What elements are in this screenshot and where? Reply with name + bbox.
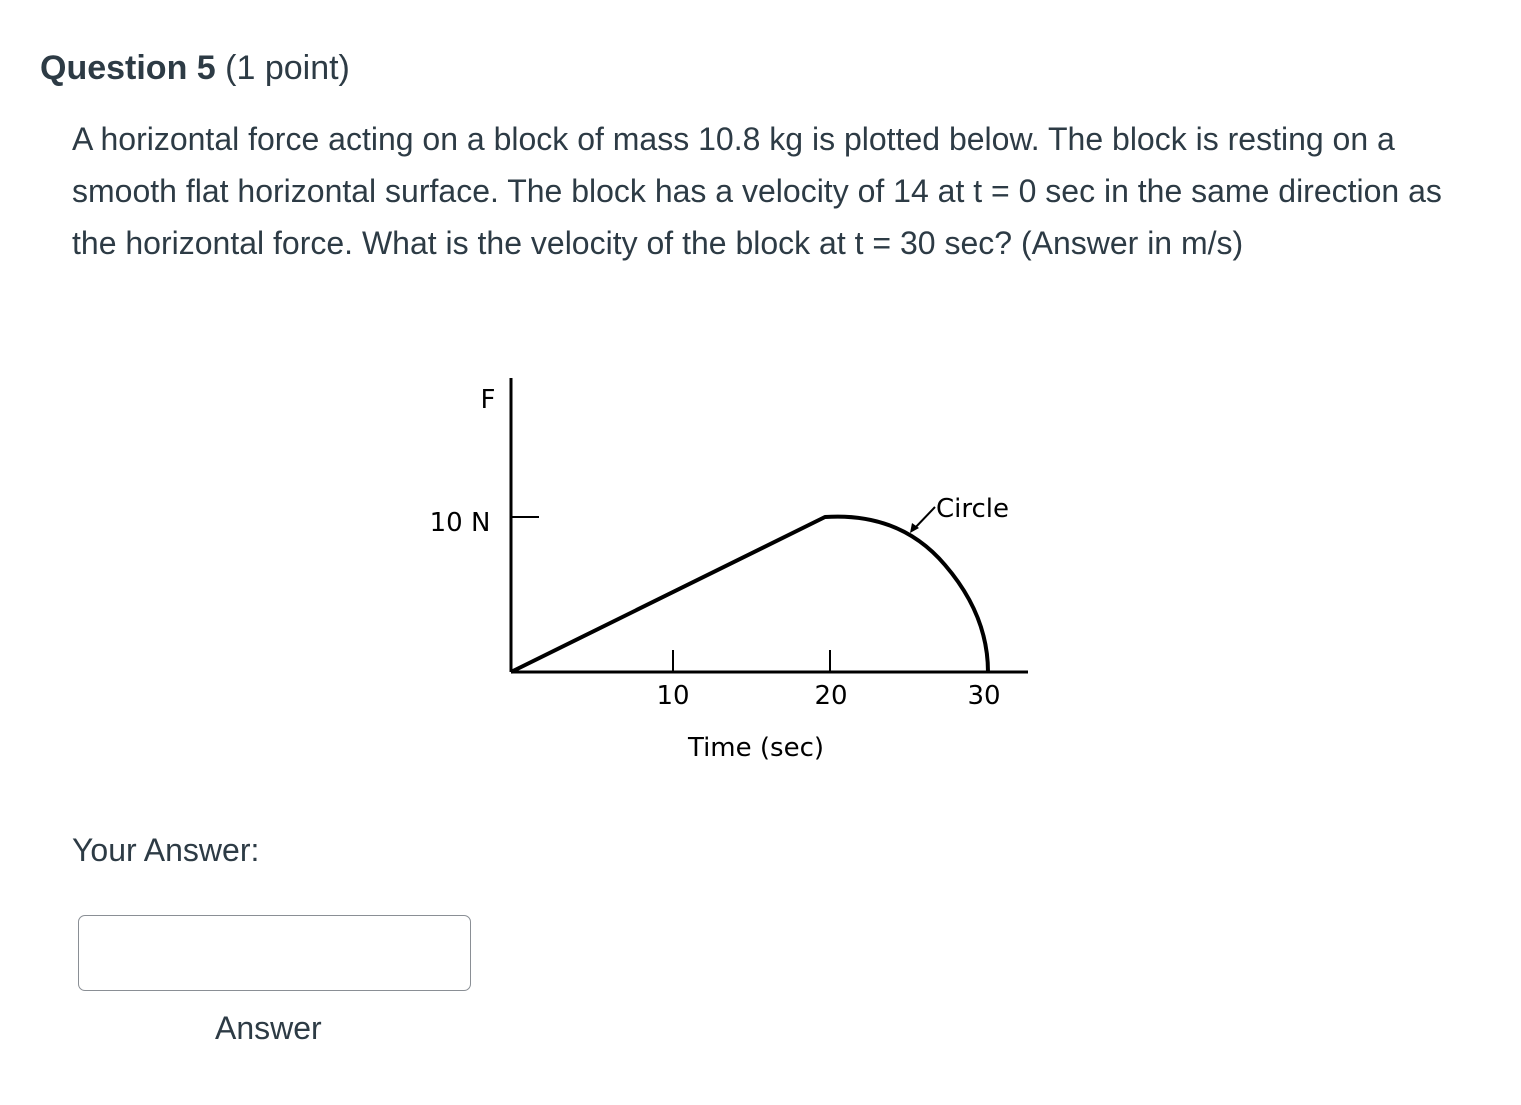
force-curve	[511, 517, 988, 672]
answer-input[interactable]	[78, 915, 471, 991]
force-time-graph-svg	[400, 370, 1060, 790]
answer-caption: Answer	[215, 1010, 322, 1046]
question-header	[40, 46, 350, 90]
x-tick-label-30: 30	[967, 681, 1001, 711]
question-title: Question 5	[40, 49, 216, 87]
y-tick-label: 10 N	[429, 508, 491, 538]
your-answer-label: Your Answer:	[72, 832, 260, 868]
x-tick-label-10: 10	[656, 681, 690, 711]
question-points: (1 point)	[225, 49, 350, 87]
question-text: A horizontal force acting on a block of mass 10.8 kg is plotted below. The block is resting on a smooth flat horizontal surface. The block has a velocity of 14 at t = 0 sec in the same direction as the horizontal force. What is the velocity of the block at t = 30 sec? (Answer in m/s)	[72, 121, 1442, 261]
curve-annotation: Circle	[936, 494, 1010, 524]
force-time-graph	[400, 370, 1060, 790]
x-axis-label: Time (sec)	[687, 733, 825, 763]
y-axis-label: F	[480, 385, 496, 415]
x-tick-label-20: 20	[814, 681, 848, 711]
